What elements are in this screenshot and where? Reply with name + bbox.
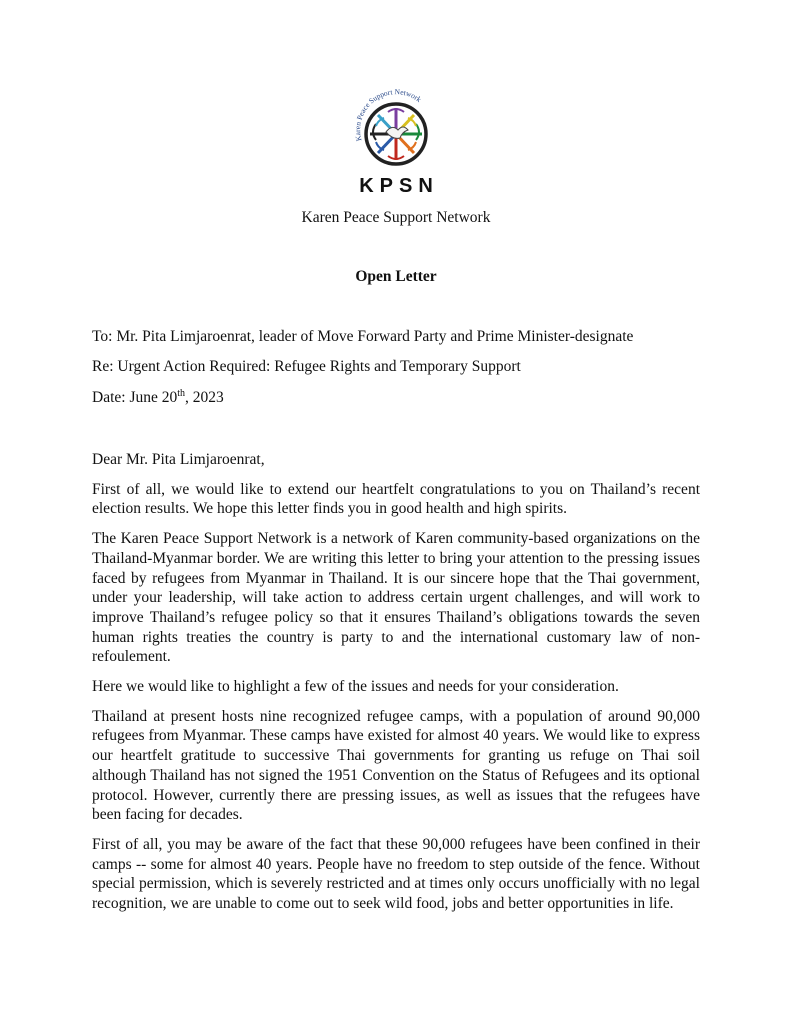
paragraph-confinement: First of all, you may be aware of the fact that these 90,000 refugees have been confined in their camps -- some for almost 40 years. People have no freedom to step outside of the fence. Without special permission, which is severely restricted and at times only occurs unofficially with no legal recognition, we are unable to come out to seek wild food, jobs and better opportunities in life. — [92, 835, 700, 913]
date-prefix: Date: June 20 — [92, 389, 178, 407]
date-superscript: th — [177, 388, 186, 399]
kpsn-emblem-icon — [336, 88, 456, 178]
paragraph-camps: Thailand at present hosts nine recognized refugee camps, with a population of around 90,000 refugees from Myanmar. These camps have existed for almost 40 years. We would like to express our heartfelt gratitude to successive Thai governments for granting us refuge on Thai soil although Thailand has not signed the 1951 Convention on the Status of Refugees and its optional protocol. However, currently there are pressing issues, as well as issues that the refugees have been facing for decades. — [92, 707, 700, 824]
subject-line: Re: Urgent Action Required: Refugee Rights and Temporary Support — [92, 358, 521, 375]
kpsn-logo — [336, 88, 456, 200]
letter-body — [92, 450, 700, 924]
paragraph-introduction: The Karen Peace Support Network is a network of Karen community-based organizations on the Thailand-Myanmar border. We are writing this letter to bring your attention to the pressing issues faced by refugees from Myanmar in Thailand. It is our sincere hope that the Thai government, under your leadership, will take action to address certain urgent challenges, and will work to improve Thailand’s refugee policy so that it ensures Thailand’s obligations towards the seven human rights treaties the country is party to and the international customary law of non-refoulement. — [92, 530, 700, 666]
paragraph-congratulations: First of all, we would like to extend our heartfelt congratulations to you on Thailand’s recent election results. We hope this letter finds you in good health and high spirits. — [92, 480, 700, 518]
date-line — [92, 388, 224, 407]
organization-name: Karen Peace Support Network — [301, 209, 491, 226]
paragraph-highlight: Here we would like to highlight a few of the issues and needs for your consideration. — [92, 678, 619, 696]
date-suffix: , 2023 — [185, 389, 224, 407]
logo-acronym: KPSN — [359, 175, 439, 197]
document-title: Open Letter — [355, 268, 437, 285]
recipient-line: To: Mr. Pita Limjaroenrat, leader of Move Forward Party and Prime Minister-designate — [92, 328, 634, 345]
logo-ring-text: Karen Peace Support Network — [353, 88, 424, 143]
salutation: Dear Mr. Pita Limjaroenrat, — [92, 451, 265, 468]
